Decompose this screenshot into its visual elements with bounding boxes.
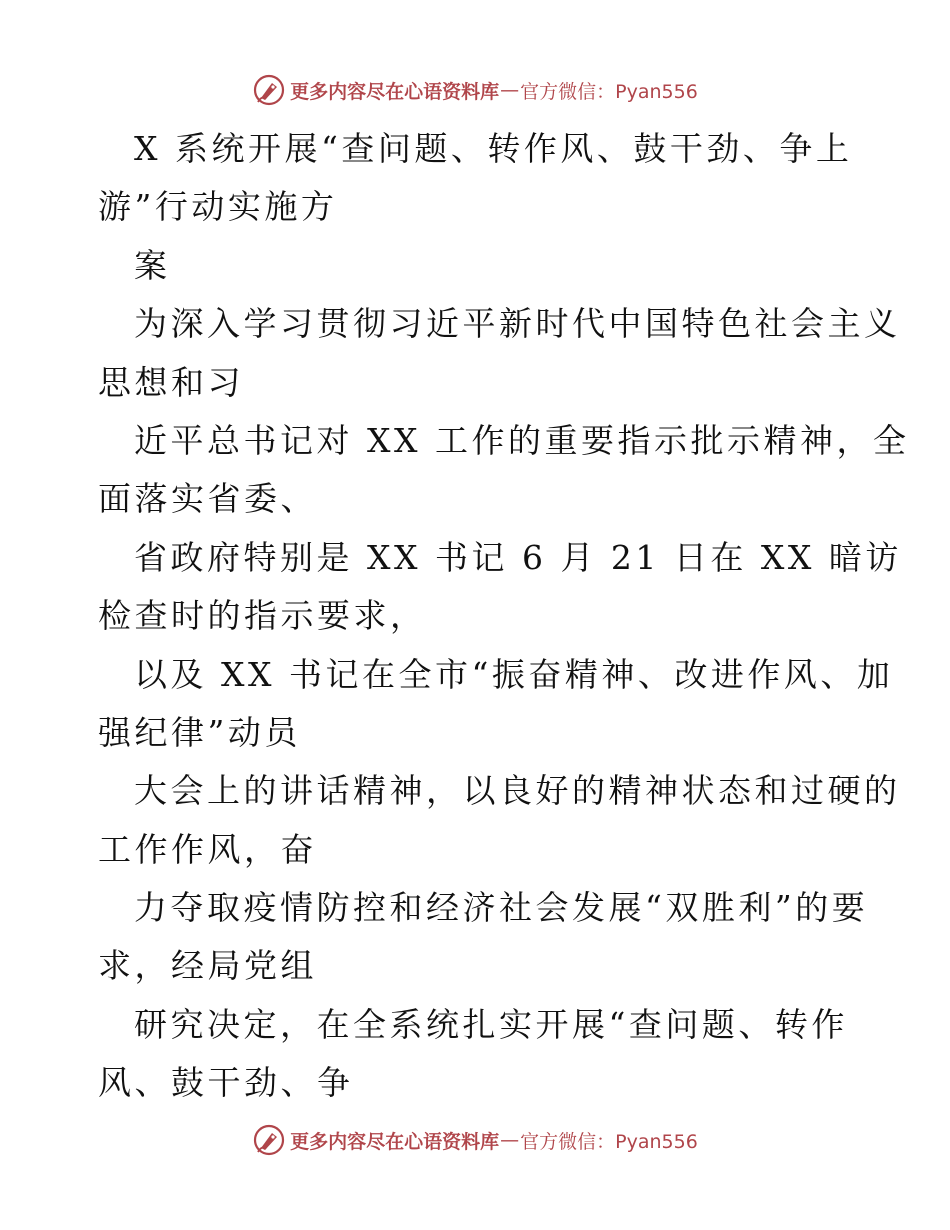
doc-line: X 系统开展“查问题、转作风、鼓干劲、争上 <box>134 129 853 168</box>
banner-contact: 官方微信：Pyan556 <box>520 80 698 103</box>
doc-line: 检查时的指示要求， <box>98 596 427 636</box>
doc-line: 游”行动实施方 <box>98 187 338 227</box>
document-body <box>98 120 910 1113</box>
doc-line: 强纪律”动员 <box>98 712 301 752</box>
banner-title: 更多内容尽在心语资料库 <box>290 80 500 103</box>
doc-line: 思想和习 <box>98 362 244 402</box>
doc-line: 面落实省委、 <box>98 479 317 519</box>
banner-separator: — <box>500 79 520 101</box>
doc-line: 省政府特别是 XX 书记 6 月 21 日在 XX 暗访 <box>134 537 902 577</box>
doc-line: 风、鼓干劲、争 <box>98 1063 354 1103</box>
pen-nib-icon <box>252 1123 286 1157</box>
pen-nib-icon <box>252 73 286 107</box>
doc-line: 为深入学习贯彻习近平新时代中国特色社会主义 <box>134 304 901 344</box>
doc-line: 以及 XX 书记在全市“振奋精神、改进作风、加 <box>134 654 894 694</box>
doc-line: 工作作风，奋 <box>98 829 317 869</box>
banner-separator: — <box>500 1129 520 1151</box>
doc-line: 求，经局党组 <box>98 946 317 986</box>
banner-title: 更多内容尽在心语资料库 <box>290 1130 500 1153</box>
footer-banner <box>0 1120 950 1160</box>
banner-contact: 官方微信：Pyan556 <box>520 1130 698 1153</box>
doc-line: 案 <box>134 245 171 285</box>
doc-line: 近平总书记对 XX 工作的重要指示批示精神，全 <box>134 420 910 460</box>
header-banner <box>0 70 950 110</box>
doc-line: 力夺取疫情防控和经济社会发展“双胜利”的要 <box>134 888 869 928</box>
doc-line: 大会上的讲话精神，以良好的精神状态和过硬的 <box>134 771 901 811</box>
doc-line: 研究决定，在全系统扎实开展“查问题、转作 <box>134 1004 848 1044</box>
